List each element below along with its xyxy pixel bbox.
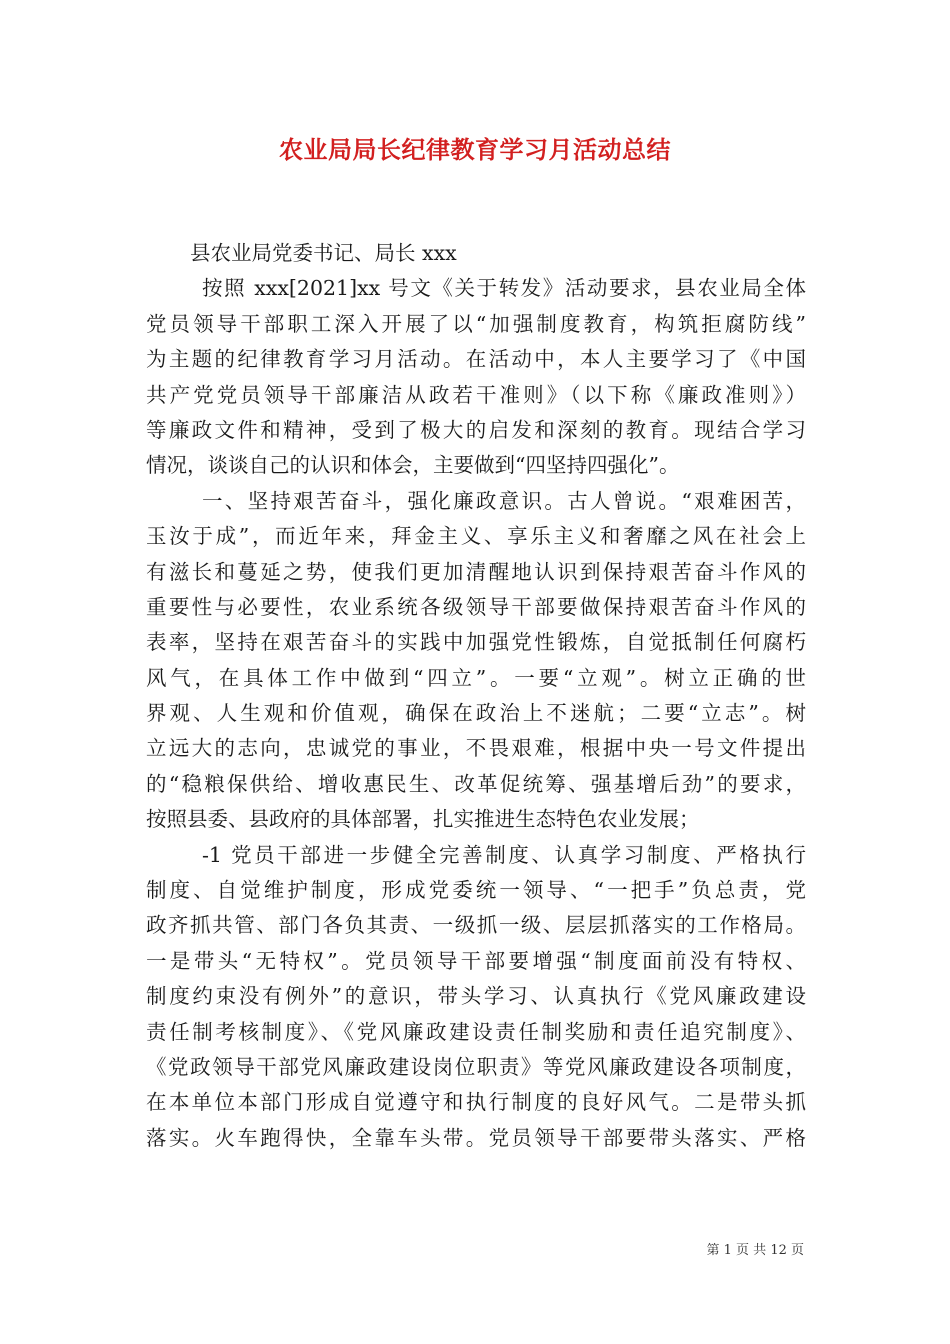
paragraph-line: 制度、自觉维护制度，形成党委统一领导、“一把手”负总责，党 bbox=[146, 878, 806, 903]
page-number-footer: 第 1 页 共 12 页 bbox=[706, 1243, 804, 1258]
paragraph-line: 重要性与必要性，农业系统各级领导干部要做保持艰苦奋斗作风的 bbox=[146, 594, 806, 619]
paragraph-line: 的“稳粮保供给、增收惠民生、改革促统筹、强基增后劲”的要求， bbox=[146, 771, 806, 796]
paragraph-line: 共产党党员领导干部廉洁从政若干准则》（以下称《廉政准则》） bbox=[146, 382, 806, 407]
paragraph-line: 情况，谈谈自己的认识和体会，主要做到“四坚持四强化”。 bbox=[146, 453, 680, 478]
author-line: 县农业局党委书记、局长 xxx bbox=[190, 241, 457, 265]
paragraph-line: 按照县委、县政府的具体部署，扎实推进生态特色农业发展； bbox=[146, 807, 700, 832]
paragraph-line: 政齐抓共管、部门各负其责、一级抓一级、层层抓落实的工作格局。 bbox=[146, 913, 806, 938]
paragraph-line: 玉汝于成”，而近年来，拜金主义、享乐主义和奢靡之风在社会上 bbox=[146, 524, 806, 549]
paragraph-line: 制度约束没有例外”的意识，带头学习、认真执行《党风廉政建设 bbox=[146, 984, 806, 1009]
paragraph-line: 党员领导干部职工深入开展了以“加强制度教育，构筑拒腐防线” bbox=[146, 311, 806, 336]
paragraph-line: 一是带头“无特权”。党员领导干部要增强“制度面前没有特权、 bbox=[146, 948, 806, 973]
paragraph-line: 立远大的志向，忠诚党的事业，不畏艰难，根据中央一号文件提出 bbox=[146, 736, 806, 761]
paragraph-line: 《党政领导干部党风廉政建设岗位职责》等党风廉政建设各项制度， bbox=[146, 1054, 806, 1079]
paragraph-line: 在本单位本部门形成自觉遵守和执行制度的良好风气。二是带头抓 bbox=[146, 1090, 806, 1115]
paragraph-line: 风气，在具体工作中做到“四立”。一要“立观”。树立正确的世 bbox=[146, 665, 806, 690]
document-body bbox=[146, 236, 806, 1156]
paragraph-line: 表率，坚持在艰苦奋斗的实践中加强党性锻炼，自觉抵制任何腐朽 bbox=[146, 630, 806, 655]
paragraph-line: 界观、人生观和价值观，确保在政治上不迷航；二要“立志”。树 bbox=[146, 701, 806, 726]
document-title: 农业局局长纪律教育学习月活动总结 bbox=[279, 135, 671, 164]
paragraph-line: 一、坚持艰苦奋斗，强化廉政意识。古人曾说。“艰难困苦， bbox=[202, 488, 806, 513]
paragraph-line: 按照 xxx[2021]xx 号文《关于转发》活动要求，县农业局全体 bbox=[202, 276, 806, 301]
paragraph-line: 等廉政文件和精神，受到了极大的启发和深刻的教育。现结合学习 bbox=[146, 417, 806, 442]
paragraph-line: 为主题的纪律教育学习月活动。在活动中，本人主要学习了《中国 bbox=[146, 347, 806, 372]
paragraph-line: 责任制考核制度》、《党风廉政建设责任制奖励和责任追究制度》、 bbox=[146, 1019, 806, 1044]
paragraph-line: 落实。火车跑得快，全靠车头带。党员领导干部要带头落实、严格 bbox=[146, 1125, 806, 1150]
paragraph-line: 有滋长和蔓延之势，使我们更加清醒地认识到保持艰苦奋斗作风的 bbox=[146, 559, 806, 584]
paragraph-line: -1 党员干部进一步健全完善制度、认真学习制度、严格执行 bbox=[202, 842, 806, 867]
